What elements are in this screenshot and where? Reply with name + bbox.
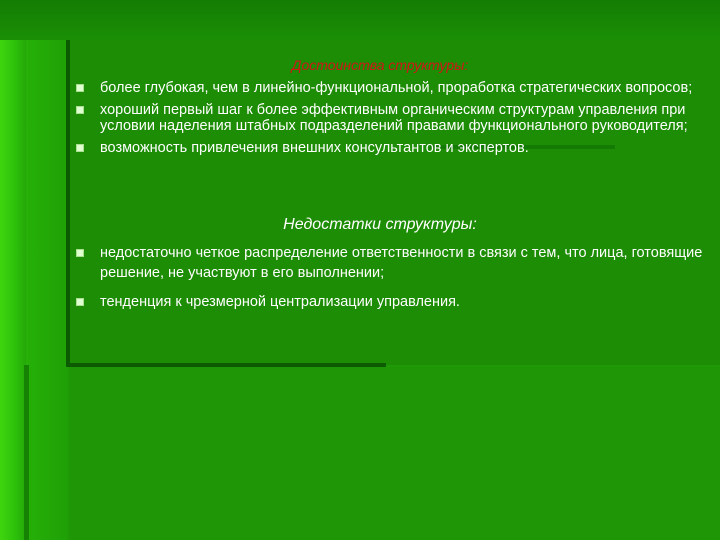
list-item-text: тенденция к чрезмерной централизации управления.: [100, 294, 460, 310]
advantages-list: [76, 80, 706, 162]
list-item: [76, 292, 706, 312]
advantages-title: Достоинства структуры:: [291, 57, 469, 73]
square-bullet-icon: [76, 84, 84, 92]
square-bullet-icon: [76, 298, 84, 306]
list-item-text: недостаточно четкое распределение ответственности в связи с тем, что лица, готовящие решение, не участвуют в его выполнении;: [100, 245, 703, 281]
disadvantages-list: [76, 243, 706, 321]
list-item: [76, 102, 706, 134]
list-item: [76, 80, 706, 96]
list-item-text: возможность привлечения внешних консультантов и экспертов.: [100, 140, 529, 156]
square-bullet-icon: [76, 144, 84, 152]
square-bullet-icon: [76, 106, 84, 114]
list-item: [76, 243, 706, 283]
list-item-text: хороший первый шаг к более эффективным органическим структурам управления при условии наделения штабных подразделений правами функционального руководителя;: [100, 102, 688, 134]
square-bullet-icon: [76, 249, 84, 257]
list-item-text: более глубокая, чем в линейно-функциональной, проработка стратегических вопросов;: [100, 80, 693, 96]
disadvantages-title: Недостатки структуры:: [283, 216, 477, 233]
list-item: [76, 140, 706, 156]
